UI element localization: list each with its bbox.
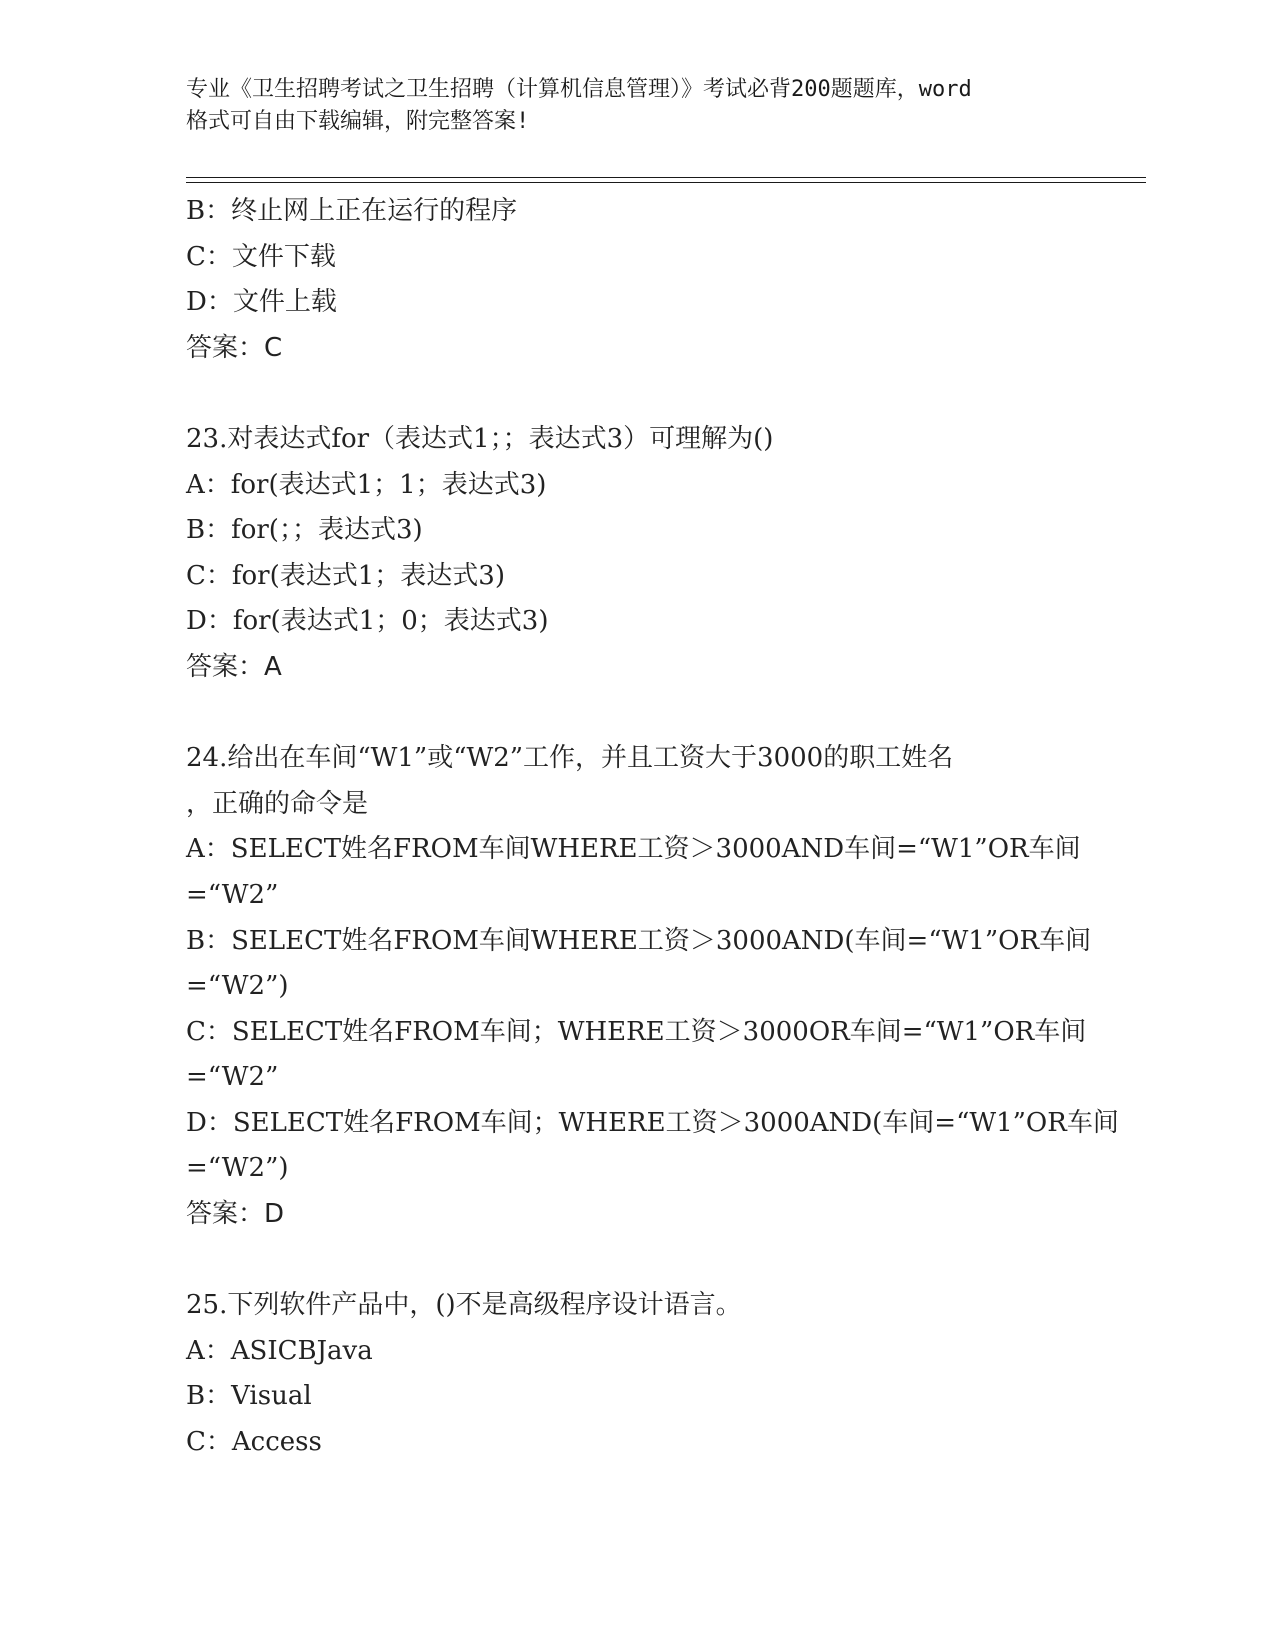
option-d: D：文件上载 <box>186 287 337 318</box>
header-line-2: 格式可自由下载编辑，附完整答案! <box>186 109 530 134</box>
option-d: D：for(表达式1；0；表达式3) <box>186 606 549 637</box>
header-line-1: 专业《卫生招聘考试之卫生招聘（计算机信息管理）》考试必背200题题库，word <box>186 77 972 102</box>
option-c: C：for(表达式1；表达式3) <box>186 560 505 591</box>
question-25 <box>186 1283 1086 1465</box>
question-list <box>186 189 1119 1466</box>
option-c-continued: =“W2” <box>186 1062 279 1093</box>
question-24 <box>186 736 1119 1238</box>
option-b: B：终止网上正在运行的程序 <box>186 196 518 226</box>
option-a: A：ASICBJava <box>186 1335 373 1366</box>
answer: 答案：C <box>186 332 283 363</box>
option-a: A：SELECT姓名FROM车间WHERE工资＞3000AND车间=“W1”OR车间 <box>186 834 1081 865</box>
option-d-continued: =“W2”) <box>186 1153 289 1184</box>
header-divider-bottom <box>186 182 1146 183</box>
option-c: C：文件下载 <box>186 241 336 272</box>
question-text: 23.对表达式for（表达式1；；表达式3）可理解为() <box>186 423 774 454</box>
answer: 答案：A <box>186 651 282 682</box>
question-text: 25.下列软件产品中，()不是高级程序设计语言。 <box>186 1290 742 1321</box>
option-b: B：SELECT姓名FROM车间WHERE工资＞3000AND(车间=“W1”OR车间 <box>186 925 1092 956</box>
option-a-continued: =“W2” <box>186 879 279 910</box>
document-header <box>186 74 1086 138</box>
question-22-tail <box>186 189 1086 371</box>
header-divider-top <box>186 177 1146 178</box>
spacer <box>186 371 1086 417</box>
option-b: B：for(；；表达式3) <box>186 515 423 546</box>
option-b-continued: =“W2”) <box>186 971 289 1002</box>
option-d: D：SELECT姓名FROM车间；WHERE工资＞3000AND(车间=“W1”OR车间 <box>186 1107 1119 1138</box>
option-b: B：Visual <box>186 1381 312 1412</box>
question-23 <box>186 417 1086 691</box>
spacer <box>186 1238 1086 1284</box>
question-text-continued: ，正确的命令是 <box>186 788 369 819</box>
question-text: 24.给出在车间“W1”或“W2”工作，并且工资大于3000的职工姓名 <box>186 743 954 774</box>
spacer <box>186 691 1086 737</box>
option-c: C：SELECT姓名FROM车间；WHERE工资＞3000OR车间=“W1”OR车间 <box>186 1016 1087 1047</box>
option-a: A：for(表达式1；1；表达式3) <box>186 469 547 500</box>
answer: 答案：D <box>186 1199 285 1230</box>
option-c: C：Access <box>186 1427 322 1458</box>
